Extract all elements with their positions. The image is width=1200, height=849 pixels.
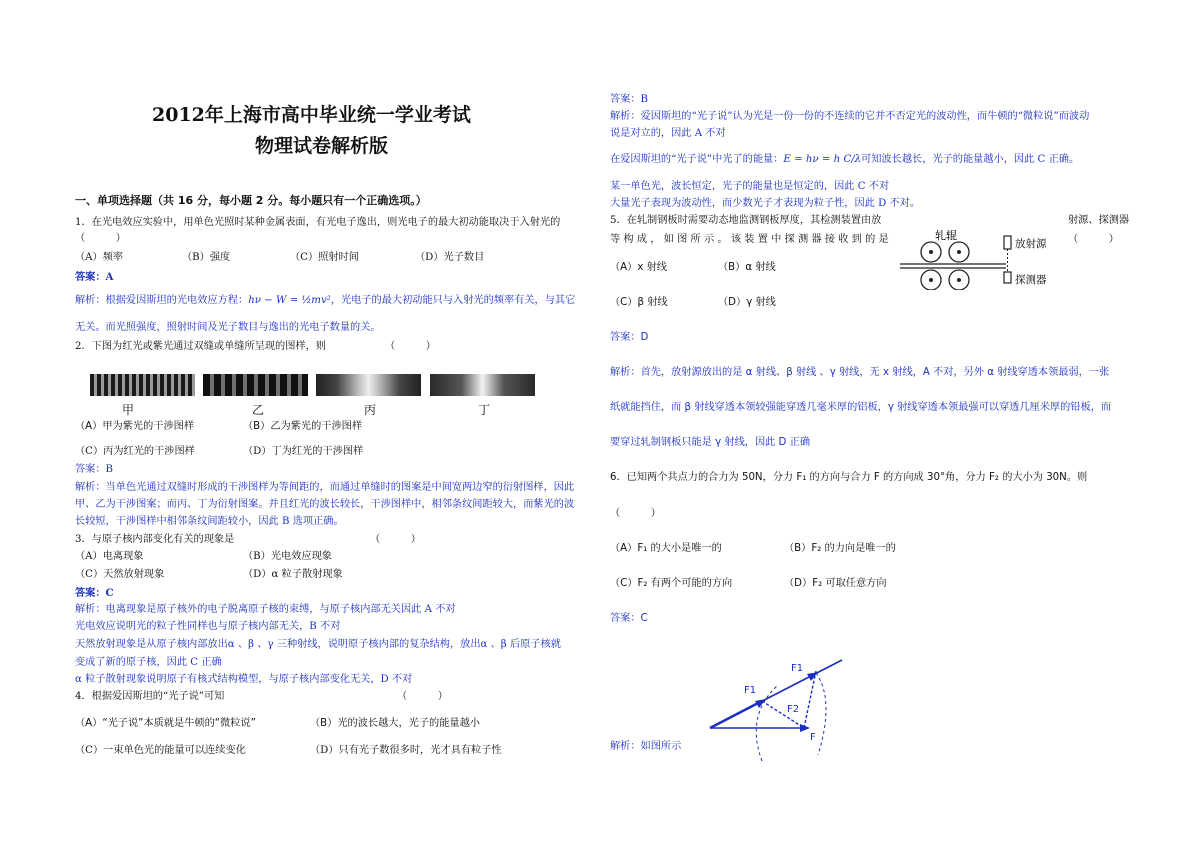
q4-option-a: （A）“光子说”本质就是牛顿的“微粒说” (75, 718, 256, 729)
q6-answer: 答案：C (610, 613, 648, 624)
q2-answer: 答案：B (75, 464, 114, 475)
title-line2: 物理试卷解析版 (255, 135, 389, 157)
fringe-label-yi: 乙 (252, 403, 265, 417)
q1-exp-part1: 解析：根据爱因斯坦的光电效应方程： (75, 295, 249, 306)
q4-explanation-line3 (610, 153, 1079, 167)
q4-explanation-line4: 某一单色光，波长恒定，光子的能量也是恒定的，因此 C 不对 (610, 181, 890, 192)
q5-option-b: （B）α 射线 (718, 262, 776, 273)
fringe-pattern-yi (203, 374, 308, 396)
q2-explanation-line1: 解析：当单色光通过双缝时形成的干涉图样为等间距的，而通过单缝时的图案是中间宽两边窄的衍射图样，因此 (75, 482, 575, 493)
fig-f2-label: F2 (787, 704, 800, 715)
q3-stem: 3．与原子核内部变化有关的现象是 (75, 534, 235, 545)
q4-explanation-line1: 解析：爱因斯坦的“光子说”认为光是一份一份的不连续的它并不否定光的波动性，而牛顿的“微粒说”而波动 (610, 111, 1090, 122)
fig-f-label: F (810, 732, 816, 743)
q1-answer: 答案：A (75, 271, 114, 283)
q5-option-c: （C）β 射线 (610, 297, 668, 308)
q2-explanation-line3: 长较短，干涉图样中相邻条纹间距较小，因此 B 选项正确。 (75, 516, 344, 527)
q3-option-d: （D）α 粒子散射现象 (243, 569, 343, 580)
q5-paren: （ ） (1068, 234, 1119, 245)
q2-stem: 2．下图为红光或紫光通过双缝或单缝所呈现的图样，则 (75, 341, 326, 352)
q4-stem: 4．根据爱因斯坦的“光子说”可知 (75, 691, 225, 702)
q5-explanation-line2: 纸就能挡住，而 β 射线穿透本领较强能穿透几毫米厚的铝板，γ 射线穿透本领最强可以穿透几厘米厚的铅板，而 (610, 402, 1112, 413)
fig-detector-label: 探测器 (1015, 274, 1047, 286)
q4-exp-part2: 可知波长越长，光子的能量越小，因此 C 正确。 (861, 154, 1080, 165)
q3-answer: 答案：C (75, 587, 114, 599)
q3-option-b: （B）光电效应现象 (243, 551, 332, 562)
q1-exp-part2: ，光电子的最大初动能只与入射光的频率有关，与其它 (330, 295, 576, 306)
q1-option-c: （C）照射时间 (290, 252, 359, 263)
q2-paren: （ ） (385, 341, 436, 352)
q3-explanation-line1: 解析：电离现象是原子核外的电子脱离原子核的束缚，与原子核内部无关因此 A 不对 (75, 604, 456, 615)
q2-option-c: （C）丙为红光的干涉图样 (75, 446, 195, 457)
q6-option-a: （A）F₁ 的大小是唯一的 (610, 543, 722, 554)
q5-explanation-line1: 解析：首先，放射源放出的是 α 射线、β 射线 、γ 射线，无 x 射线，A 不对，另外 α 射线穿透本领最弱，一张 (610, 367, 1110, 378)
q3-explanation-line4: 变成了新的原子核，因此 C 正确 (75, 657, 222, 668)
q1-option-b: （B）强度 (182, 252, 231, 263)
q6-option-b: （B）F₂ 的力向是唯一的 (784, 543, 896, 554)
fringe-pattern-bing (316, 374, 421, 396)
q1-option-d: （D）光子数目 (415, 252, 485, 263)
q4-paren: （ ） (397, 691, 448, 702)
q5-option-a: （A）x 射线 (610, 262, 667, 273)
q6-option-c: （C）F₂ 有两个可能的方向 (610, 578, 733, 589)
q5-explanation-line3: 要穿过轧制钢板只能是 γ 射线，因此 D 正确 (610, 437, 811, 448)
fig-f1-label-upper: F1 (791, 663, 804, 674)
q3-option-c: （C）天然放射现象 (75, 569, 165, 580)
fringe-label-ding: 丁 (478, 403, 491, 417)
q5-option-d: （D）γ 射线 (718, 297, 776, 308)
fringe-pattern-ding (430, 374, 535, 396)
q6-stem-line1: 6．已知两个共点力的合力为 50N，分力 F₁ 的方向与合力 F 的方向成 30°角，分力 F₂ 的大小为 30N。则 (610, 472, 1088, 483)
q4-explanation-line5: 大量光子表现为波动性，而少数光子才表现为粒子性，因此 D 不对。 (610, 198, 921, 209)
q1-explanation-line1 (75, 294, 575, 308)
q4-explanation-line2: 说是对立的，因此 A 不对 (610, 128, 726, 139)
q3-explanation-line5: α 粒子散射现象说明原子有核式结构模型，与原子核内部变化无关，D 不对 (75, 674, 413, 685)
q1-formula: hν − W = ½mv² (248, 295, 331, 306)
q4-answer: 答案：B (610, 94, 649, 105)
section-heading: 一、单项选择题（共 16 分，每小题 2 分。每小题只有一个正确选项。） (75, 194, 427, 207)
fringe-label-jia: 甲 (122, 403, 135, 417)
rolling-mill-figure (896, 228, 1056, 290)
q4-option-b: （B）光的波长越大，光子的能量越小 (310, 718, 480, 729)
q2-explanation-line2: 甲、乙为干涉图案；而丙、丁为衍射图案。并且红光的波长较长，干涉图样中，相邻条纹间距较大，而紫光的波 (75, 499, 575, 510)
q5-answer: 答案：D (610, 332, 649, 343)
q1-stem-line2: （ ） (75, 233, 126, 244)
q4-option-d: （D）只有光子数很多时，光才具有粒子性 (310, 745, 502, 756)
q3-paren: （ ） (370, 534, 421, 545)
force-vector-figure (700, 655, 860, 770)
fig-source-label: 放射源 (1015, 238, 1047, 250)
q2-option-d: （D）丁为红光的干涉图样 (243, 446, 364, 457)
q6-option-d: （D）F₂ 可取任意方向 (784, 578, 887, 589)
q1-stem-line1: 1．在光电效应实验中，用单色光照时某种金属表面，有光电子逸出，则光电子的最大初动能取决于入射光的 (75, 217, 561, 228)
fringe-label-bing: 丙 (364, 403, 377, 417)
q4-formula: E = hν = h C/λ (783, 154, 862, 165)
q3-explanation-line2: 光电效应说明光的粒子性同样也与原子核内部无关，B 不对 (75, 621, 341, 632)
fig-f1-label-lower: F1 (744, 685, 757, 696)
q2-option-a: （A）甲为紫光的干涉图样 (75, 421, 195, 432)
fringe-pattern-jia (90, 374, 195, 396)
q2-option-b: （B）乙为紫光的干涉图样 (243, 421, 363, 432)
q3-explanation-line3: 天然放射现象是从原子核内部放出α 、β 、γ 三种射线，说明原子核内部的复杂结构，放出α 、β 后原子核就 (75, 639, 561, 650)
q3-option-a: （A）电离现象 (75, 551, 144, 562)
title-line1: 2012年上海市高中毕业统一学业考试 (152, 104, 471, 126)
q6-paren: （ ） (610, 508, 661, 519)
q5-stem-line1: 5．在轧制钢板时需要动态地监测钢板厚度，其检测装置由放 (610, 215, 882, 226)
q4-exp-part1: 在爱因斯坦的“光子说”中光了的能量： (610, 154, 784, 165)
fig-roller-label: 轧辊 (935, 229, 957, 242)
q1-option-a: （A）频率 (75, 252, 124, 263)
q5-stem-line1-end: 射源、探测器 (1068, 215, 1130, 226)
q4-option-c: （C）一束单色光的能量可以连续变化 (75, 745, 246, 756)
q5-stem-line2: 等 构 成 ， 如 图 所 示 。 该 装 置 中 探 测 器 接 收 到 的 是 (610, 234, 889, 245)
q6-explanation: 解析：如图所示 (610, 741, 682, 752)
q1-explanation-line2: 无关。而光照强度，照射时间及光子数目与逸出的光电子数量的关。 (75, 322, 381, 333)
